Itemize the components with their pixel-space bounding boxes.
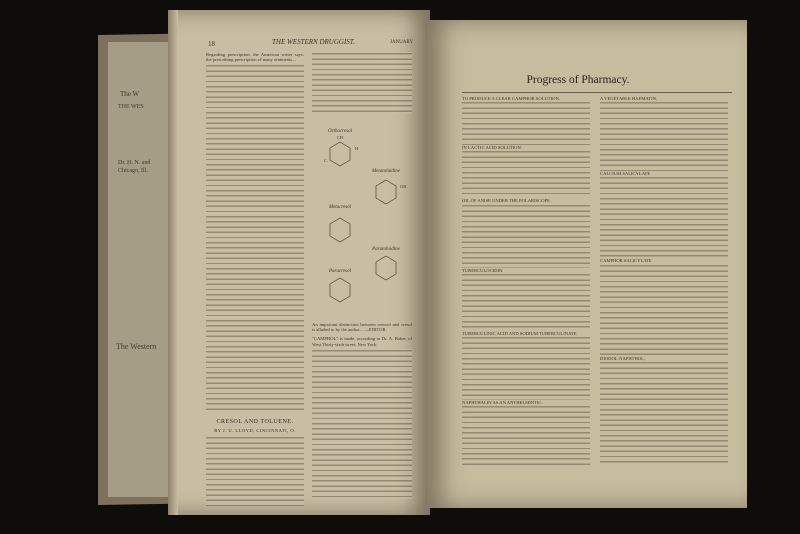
section-byline: BY J. U. LLOYD, CINCINNATI, O. [214,428,296,433]
section-text-block [206,436,304,506]
atom-label: C [324,158,328,163]
atom-label: CH [336,135,344,140]
section-heading: CRESOL AND TOLUENE. [216,419,294,425]
article-text [600,361,728,465]
running-head-right: JANUARY [390,40,414,45]
article-text [462,101,590,145]
right-column-2 [600,96,728,496]
right-column-1 [462,96,590,496]
back-line: Chicago, Ill. [118,168,148,174]
article-text [462,204,590,268]
article-heading: NAPHTHALIN AS AN ANTHELMINTIC. [462,400,543,406]
left-page [168,10,430,515]
running-head: THE WESTERN DRUGGIST. [272,38,355,46]
formula-label: Paratoluidine [372,247,400,252]
article-heading: CAMPHOR SALICYLATE [600,258,652,264]
article-heading: OIL OF ANISE UNDER THE POLARISCOPE. [462,198,552,204]
article-heading: A VEGETABLE HAEMATIN, [600,96,658,101]
structural-formulas [312,118,412,318]
back-line: THE WES [118,104,144,110]
formula-label: Orthocresol [328,129,352,134]
article-text [600,264,728,356]
article-heading: CALCIUM SALICYLATE [600,171,651,177]
formula-label: Paracresol [328,269,352,274]
article-text [462,405,590,465]
atom-label: OH [400,184,407,189]
article-text [462,150,590,198]
formula-intro-text [312,52,412,114]
article-heading: TO PRODUCE A CLEAR CAMPHOR SOLUTION. [462,96,560,101]
page-title: Progress of Pharmacy. [526,74,630,86]
editor-note: An important distinction between creosol and cresol is alluded to by the author... —EDITOR. [312,322,412,333]
back-line: Dr. H. N. and [118,160,151,166]
article-heading: DIODOL-NAPHTHOL, [600,355,646,361]
camphor-note: "CAMPHOL" is made, according to Dr. A. Baker, of West Thirty-sixth street, New York. [312,336,412,347]
article-heading: TUBERCULINIC ACID AND SODIUM TUBERCULINATE [462,330,577,336]
formula-intro [312,52,412,122]
back-line: The Western [116,342,157,351]
article-text [600,176,728,258]
editor-note-column [312,322,412,508]
formula-label: Metacresol [328,205,352,210]
left-column [206,52,304,412]
page-number: 18 [208,40,215,48]
body-intro: Regarding prescription, the American writer says: the prescribing prescription of many ointments... [206,52,304,63]
article-heading: IN LACTIC ACID SOLUTION. [462,145,522,151]
article-text [462,336,590,400]
article-heading: TUBERCULOCIDIN [462,267,503,273]
article-text [600,101,728,171]
body-text-block [206,64,304,410]
article-text [462,273,590,331]
back-title: The W [120,90,140,98]
cresol-section [206,416,304,506]
camphor-text-block [312,349,412,499]
atom-label: H [355,146,359,151]
title-rule [462,92,732,93]
formula-label: Metatoluidine [371,169,401,174]
